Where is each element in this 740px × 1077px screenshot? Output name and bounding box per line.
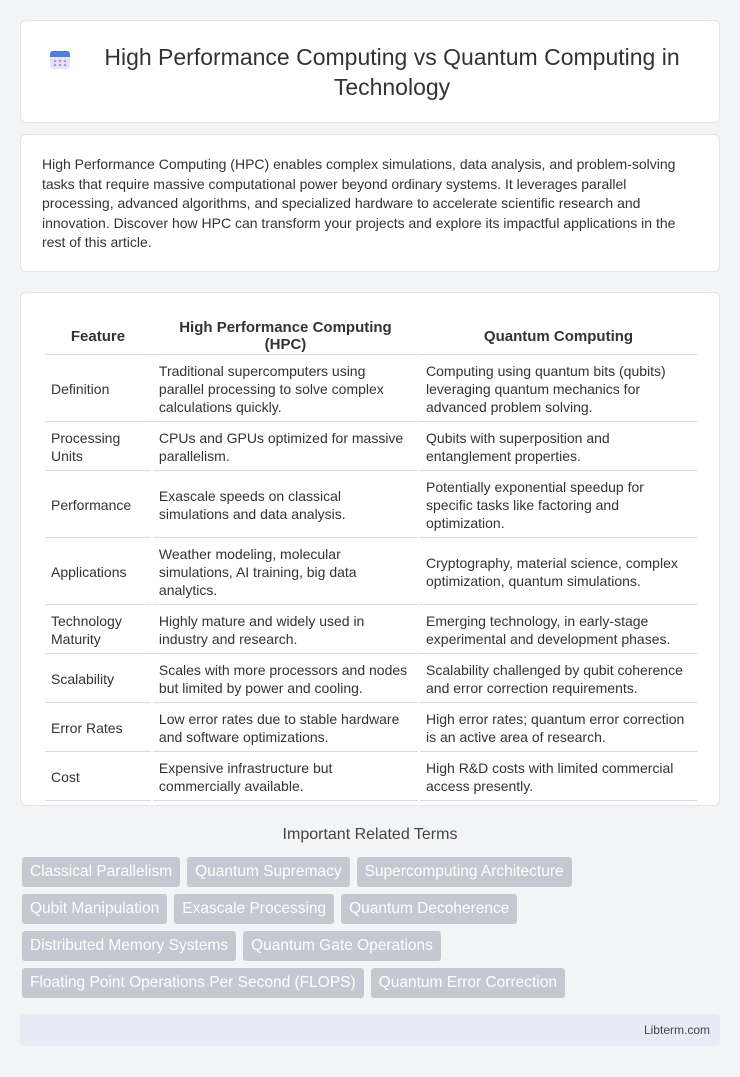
hpc-cell: Highly mature and widely used in industry and research. xyxy=(153,607,418,654)
feature-cell: Error Rates xyxy=(45,705,151,752)
hpc-cell: Weather modeling, molecular simulations, AI training, big data analytics. xyxy=(153,540,418,605)
term-tag[interactable]: Classical Parallelism xyxy=(22,857,180,887)
table-row xyxy=(45,656,697,703)
footer-link[interactable]: Libterm.com xyxy=(643,1023,710,1037)
comparison-table xyxy=(43,315,699,803)
feature-cell: Applications xyxy=(45,540,151,605)
feature-cell: Cost xyxy=(45,754,151,801)
term-tag[interactable]: Floating Point Operations Per Second (FLOPS) xyxy=(22,968,364,998)
footer xyxy=(20,1014,720,1046)
comparison-table-card xyxy=(20,292,720,806)
intro-card xyxy=(20,134,720,272)
term-tag[interactable]: Exascale Processing xyxy=(174,894,334,924)
hpc-cell: Expensive infrastructure but commercially available. xyxy=(153,754,418,801)
table-row xyxy=(45,473,697,538)
term-tag[interactable]: Qubit Manipulation xyxy=(22,894,167,924)
term-tag[interactable]: Quantum Supremacy xyxy=(187,857,349,887)
table-row xyxy=(45,705,697,752)
term-tag[interactable]: Quantum Error Correction xyxy=(371,968,565,998)
quantum-cell: Qubits with superposition and entanglement properties. xyxy=(420,424,697,471)
related-terms-title: Important Related Terms xyxy=(282,826,458,843)
quantum-cell: Potentially exponential speedup for specific tasks like factoring and optimization. xyxy=(420,473,697,538)
table-header-row xyxy=(45,317,697,355)
table-row xyxy=(45,540,697,605)
quantum-cell: High error rates; quantum error correction is an active area of research. xyxy=(420,705,697,752)
quantum-cell: Computing using quantum bits (qubits) leveraging quantum mechanics for advanced problem solving. xyxy=(420,357,697,422)
header-feature: Feature xyxy=(45,317,151,355)
term-tag[interactable]: Supercomputing Architecture xyxy=(357,857,572,887)
term-tag[interactable]: Quantum Decoherence xyxy=(341,894,517,924)
hpc-cell: Scales with more processors and nodes but limited by power and cooling. xyxy=(153,656,418,703)
header-card xyxy=(20,20,720,123)
intro-text: High Performance Computing (HPC) enables complex simulations, data analysis, and problem-solving tasks that require massive computational power beyond ordinary systems. It leverages parallel processing, advanced algorithms, and specialized hardware to accelerate scientific research and innovation. Discover how HPC can transform your projects and explore its impactful applications in the rest of this article. xyxy=(42,156,676,251)
quantum-cell: Cryptography, material science, complex optimization, quantum simulations. xyxy=(420,540,697,605)
feature-cell: Technology Maturity xyxy=(45,607,151,654)
related-terms xyxy=(22,857,622,1005)
hpc-cell: Exascale speeds on classical simulations and data analysis. xyxy=(153,473,418,538)
header-hpc: High Performance Computing (HPC) xyxy=(153,317,418,355)
term-tag[interactable]: Quantum Gate Operations xyxy=(243,931,441,961)
hpc-cell: Low error rates due to stable hardware and software optimizations. xyxy=(153,705,418,752)
quantum-cell: Scalability challenged by qubit coherence and error correction requirements. xyxy=(420,656,697,703)
feature-cell: Scalability xyxy=(45,656,151,703)
term-tag[interactable]: Distributed Memory Systems xyxy=(22,931,236,961)
table-row xyxy=(45,357,697,422)
table-row xyxy=(45,754,697,801)
table-row xyxy=(45,424,697,471)
quantum-cell: High R&D costs with limited commercial access presently. xyxy=(420,754,697,801)
hpc-cell: Traditional supercomputers using parallel processing to solve complex calculations quickly. xyxy=(153,357,418,422)
page-title: High Performance Computing vs Quantum Computing in Technology xyxy=(104,44,680,100)
header-quantum: Quantum Computing xyxy=(420,317,697,355)
feature-cell: Processing Units xyxy=(45,424,151,471)
hpc-cell: CPUs and GPUs optimized for massive parallelism. xyxy=(153,424,418,471)
quantum-cell: Emerging technology, in early-stage experimental and development phases. xyxy=(420,607,697,654)
feature-cell: Definition xyxy=(45,357,151,422)
calendar-icon xyxy=(48,47,72,71)
table-row xyxy=(45,607,697,654)
feature-cell: Performance xyxy=(45,473,151,538)
